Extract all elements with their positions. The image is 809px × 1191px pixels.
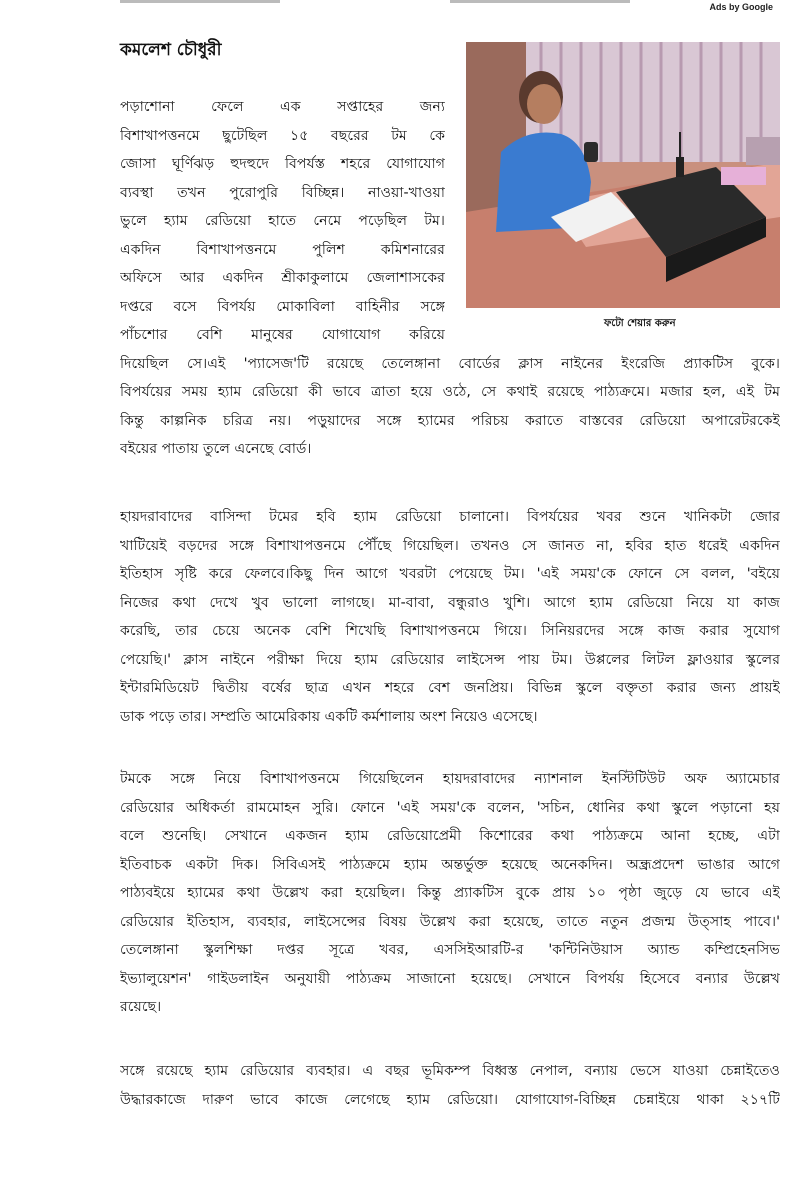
- text-line: রয়েছে।: [120, 999, 162, 1015]
- photo-caption-share-link[interactable]: ফটো শেয়ার করুন: [604, 318, 676, 329]
- text-line: জোসা ঘূর্ণিঝড় হুদহুদে বিপর্যস্ত শহরে যোগাযোগ: [120, 156, 445, 172]
- text-line: টমকে সঙ্গে নিয়ে বিশাখাপত্তনমে গিয়েছিলেন হায়দরাবাদের ন্যাশনাল ইনস্টিটিউট অফ অ্যামেচার: [120, 771, 780, 787]
- text-line: রেডিয়োর ইতিহাস, ব্যবহার, লাইসেন্সের বিষয় উল্লেখ করা হয়েছে, তাতে নতুন প্রজন্ম উত্সাহ পাবে।': [120, 913, 780, 930]
- text-line: উদ্ধারকাজে দারুণ ভাবে কাজে লেগেছে হ্যাম রেডিয়ো। যোগাযোগ-বিচ্ছিন্ন চেন্নাইয়ে থাকা ২১৭টি: [120, 1091, 780, 1108]
- text-line: তেলেঙ্গানা স্কুলশিক্ষা দপ্তর সূত্রে খবর, এসসিইআরটি-র 'কন্টিনিউয়াস অ্যান্ড কম্প্রিহেনসিভ: [120, 942, 780, 958]
- paragraph-1: [120, 93, 780, 464]
- text-line: ব্যবস্থা তখন পুরোপুরি বিচ্ছিন্ন। নাওয়া-খাওয়া: [120, 184, 445, 201]
- text-line: পাঠ্যবইয়ে হ্যামের কথা উল্লেখ করা হয়েছিল। কিন্তু প্র্যাকটিস বুকে প্রায় ১০ পৃষ্ঠা জুড়ে যে ভাবে এই: [120, 885, 780, 901]
- text-line: খাটিয়েই বড়দের সঙ্গে বিশাখাপত্তনমে পৌঁছে গিয়েছিল। তখনও সে জানত না, হবির হাত ধরেই একদিন: [120, 537, 780, 554]
- text-line: ইতিবাচক একটা দিক। সিবিএসই পাঠ্যক্রমে হ্যাম অন্তর্ভুক্ত হয়েছে অনেকদিন। অন্ধ্রপ্রদেশ ভাঙার আগে: [120, 856, 780, 873]
- text-line: পেয়েছি।' ক্লাস নাইনে পরীক্ষা দিয়ে হ্যাম রেডিয়োর লাইসেন্স পায় টম। উপ্পলের লিটল ফ্লাওয়ার স্কুলের: [120, 651, 780, 668]
- text-line: করেছি, তার চেয়ে অনেক বেশি শিখেছি বিশাখাপত্তনমে গিয়ে। সিনিয়রদের সঙ্গে কাজ করার সুযোগ: [120, 623, 780, 639]
- text-line: কিন্তু কাল্পনিক চরিত্র নয়। পড়ুয়াদের সঙ্গে হ্যামের পরিচয় করাতে বাস্তবের রেডিয়ো অপারেটরকেই: [120, 412, 780, 429]
- text-line: ভুলে হ্যাম রেডিয়ো হাতে নেমে পড়েছিল টম।: [120, 213, 445, 229]
- text-line: ইতিহাস সৃষ্টি করে ফেলবে।কিছু দিন আগে খবরটা পেয়েছে টম। 'এই সময়'কে ফোনে সে বলল, 'বইয়ে: [120, 566, 780, 582]
- text-line: বলে শুনেছি। সেখানে একজন হ্যাম রেডিয়োপ্রেমী কিশোরের কথা পাঠ্যক্রমে আনা হচ্ছে, এটা: [120, 828, 780, 844]
- top-rule: [120, 0, 780, 4]
- text-line: নিজের কথা দেখে খুব ভালো লাগছে। মা-বাবা, বন্ধুরাও খুশি। আগে হ্যাম রেডিয়ো নিয়ে যা কাজ: [120, 594, 780, 611]
- text-line: বিশাখাপত্তনমে ছুটেছিল ১৫ বছরের টম কে: [120, 127, 445, 144]
- text-line: ডাক পড়ে তার। সম্প্রতি আমেরিকায় একটি কর্মশালায় অংশ নিয়েও এসেছে।: [120, 708, 538, 725]
- text-line: বিপর্যয়ের সময় হ্যাম রেডিয়ো কী ভাবে ত্রাতা হয়ে ওঠে, সে কথাই রয়েছে পাঠ্যক্রমে। মজার হল, এই টম: [120, 384, 780, 400]
- text-line: রেডিয়োর অধিকর্তা রামমোহন সুরি। ফোনে 'এই সময়'কে বলেন, 'সচিন, ধোনির কথা স্কুলে পড়ানো হয়: [120, 799, 780, 816]
- paragraph-3: [120, 765, 780, 1022]
- paragraph-4: [120, 1057, 780, 1114]
- text-line: দপ্তরে বসে বিপর্যয় মোকাবিলা বাহিনীর সঙ্গে: [120, 298, 445, 315]
- text-line: একদিন বিশাখাপত্তনমে পুলিশ কমিশনারের: [120, 241, 445, 258]
- text-line: বইয়ের পাতায় তুলে এনেছে বোর্ড।: [120, 441, 312, 457]
- author-name: কমলেশ চৌধুরী: [120, 40, 222, 60]
- paragraph-2: [120, 503, 780, 731]
- text-line: দিয়েছিল সে।এই 'প্যাসেজ'টি রয়েছে তেলেঙ্গানা বোর্ডের ক্লাস নাইনের ইংরেজি প্র্যাকটিস বুকে।: [120, 355, 780, 372]
- text-line: হায়দরাবাদের বাসিন্দা টমের হবি হ্যাম রেডিয়ো চালানো। বিপর্যয়ের খবর শুনে খানিকটা জোর: [120, 509, 780, 525]
- text-line: অফিসে আর একদিন শ্রীকাকুলামে জেলাশাসকের: [120, 270, 445, 286]
- text-line: পড়াশোনা ফেলে এক সপ্তাহের জন্য: [120, 99, 445, 115]
- ads-by-google-label[interactable]: Ads by Google: [709, 2, 773, 12]
- text-line: ইভ্যালুয়েশন' গাইডলাইন অনুযায়ী পাঠ্যক্রম সাজানো হয়েছে। সেখানে বিপর্যয় হিসেবে বন্যার উল্লেখ: [120, 970, 780, 987]
- text-line: ইন্টারমিডিয়েট দ্বিতীয় বর্ষের ছাত্র এখন শহরে বেশ জনপ্রিয়। বিভিন্ন স্কুলে বক্তৃতা করার জন্য প্রায়ই: [120, 680, 780, 696]
- text-line: সঙ্গে রয়েছে হ্যাম রেডিয়োর ব্যবহার। এ বছর ভূমিকম্প বিধ্বস্ত নেপাল, বন্যায় ভেসে যাওয়া চেন্নাইতেও: [120, 1063, 780, 1079]
- text-line: পাঁচশোর বেশি মানুষের যোগাযোগ করিয়ে: [120, 327, 445, 343]
